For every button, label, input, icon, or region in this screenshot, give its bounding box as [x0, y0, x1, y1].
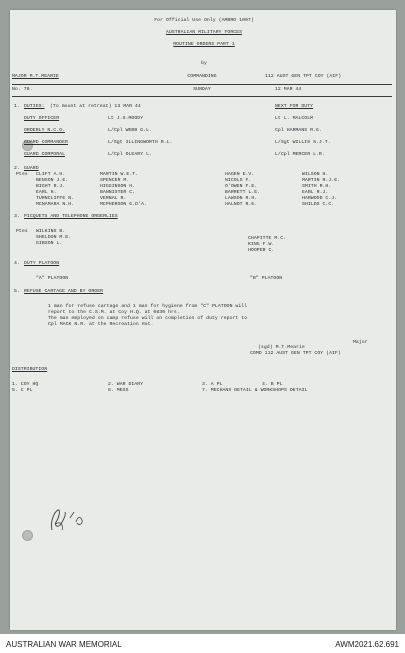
- guard-name: HARWOOD C.J.: [302, 196, 338, 201]
- section-3-title: PICQUETS AND TELEPHONE ORDERLIES: [24, 214, 118, 219]
- duty-label: GUARD COMMANDER: [24, 140, 68, 145]
- section-4-number: 4.: [14, 261, 20, 266]
- classification-line: For Official Use Only (AMBRO 1007): [154, 18, 254, 23]
- next-for-duty-heading: NEXT FOR DUTY: [275, 104, 314, 109]
- order-date: 12 MAR 44: [275, 87, 302, 92]
- guard-name: HIGGINSON H.: [100, 184, 136, 189]
- section-4-title: DUTY PLATOON: [24, 261, 60, 266]
- unit-name: 112 AUST GEN TPT COY (AIF): [265, 74, 342, 79]
- refuse-line: The man employed on camp refuse will on completion of duty report to: [48, 316, 248, 321]
- guard-name: EARL H.: [36, 190, 57, 195]
- guard-name: LAWSON R.H.: [225, 196, 258, 201]
- refuse-line: Cpl MACK N.R. at the Recreation Hut.: [48, 322, 154, 327]
- archive-name: AUSTRALIAN WAR MEMORIAL: [6, 640, 122, 649]
- force-name: AUSTRALIAN MILITARY FORCES: [165, 30, 243, 35]
- document-page: [10, 10, 396, 630]
- header-rule-2: [12, 96, 392, 97]
- archive-reference: AWM2021.62.691: [335, 640, 399, 649]
- duty-next: Lt L. MALCOLM: [275, 116, 314, 121]
- signature-rank: Major: [353, 340, 368, 345]
- duty-value: L/Cpl WEBB G.L.: [108, 128, 152, 133]
- order-number: No. 78.: [12, 87, 33, 92]
- section-1-title: DUTIES:: [24, 104, 45, 109]
- section-1-note: (To mount at retreat) 13 MAR 44: [50, 104, 141, 109]
- guard-name: NICOLS F.: [225, 178, 252, 183]
- order-day: SUNDAY: [193, 87, 211, 92]
- picquet-name: KING F.W.: [248, 242, 275, 247]
- guard-name: SPENCER M.: [100, 178, 130, 183]
- guard-name: CLIFT A.H.: [36, 172, 66, 177]
- guard-name: O'OWEN F.E.: [225, 184, 258, 189]
- guard-name: SHILDS C.C.: [302, 202, 335, 207]
- guard-name: SMITH R.H.: [302, 184, 332, 189]
- refuse-line: report to the C.S.M. at Coy H.Q. at 0830 hrs.: [48, 310, 180, 315]
- duty-label: GUARD CORPORAL: [24, 152, 66, 157]
- guard-name: VERNAL R.: [100, 196, 127, 201]
- distribution-item: 5. C PL: [12, 388, 33, 393]
- signature-unit: COMD 112 AUST GEN TPT COY (AIF): [250, 351, 341, 356]
- commanding-word: COMMANDING: [187, 74, 217, 79]
- guard-name: WILSON H.: [302, 172, 329, 177]
- by-line: by: [201, 61, 207, 66]
- section-1-number: 1.: [14, 104, 20, 109]
- guard-name: BENSON J.E.: [36, 178, 69, 183]
- duty-value: L/Cpl OLEARY L.: [108, 152, 152, 157]
- archive-footer: [0, 634, 405, 653]
- guard-name: HALNOT R.E.: [225, 202, 258, 207]
- guard-prefix: Ptes: [16, 172, 28, 177]
- section-3-number: 3.: [14, 214, 20, 219]
- platoon-a: "A" PLATOON: [36, 276, 69, 281]
- section-2-number: 2.: [14, 166, 20, 171]
- duty-next: L/Cpl MERCER L.R.: [275, 152, 325, 157]
- guard-name: BIGHT R.J.: [36, 184, 66, 189]
- guard-name: MCNAMARA N.H.: [36, 202, 75, 207]
- guard-name: HAGEN E.V.: [225, 172, 255, 177]
- picquet-name: SHELDON M.E.: [36, 235, 72, 240]
- guard-name: TURNCLIFFE N.: [36, 196, 75, 201]
- refuse-line: 1 man for refuse cartage and 1 man for hygiene from "C" PLATOON will: [48, 304, 248, 309]
- header-rule: [12, 84, 392, 85]
- picquet-name: GIBSON L.: [36, 241, 63, 246]
- signature-sgd: (sgd) M.T.Mearie: [258, 345, 305, 350]
- guard-name: MCPHERSON G.D'A.: [100, 202, 147, 207]
- distribution-item: 7. MECHANS DETAIL & WORKSHOPS DETAIL: [202, 388, 308, 393]
- duty-value: Lt J.S.MOODY: [108, 116, 144, 121]
- section-5-number: 5.: [14, 289, 20, 294]
- handwritten-initials: [46, 504, 92, 534]
- picquet-prefix: Ptes: [16, 229, 28, 234]
- picquet-name: WILKINS B.: [36, 229, 66, 234]
- distribution-title: DISTRIBUTION: [12, 367, 48, 372]
- duty-next: Cpl HARMANS R.G.: [275, 128, 322, 133]
- duty-next: L/Sgt WILLIS S.J.T.: [275, 140, 331, 145]
- guard-name: MARTIN W.E.T.: [100, 172, 139, 177]
- distribution-item: 2. WAR DIARY: [108, 382, 144, 387]
- section-5-title: REFUSE CARTAGE AND BY ORDER: [24, 289, 104, 294]
- picquet-name: HOOPER C.: [248, 248, 275, 253]
- distribution-item: 3. A PL: [202, 382, 223, 387]
- commander-name: MAJOR M.T.MEARIE: [12, 74, 59, 79]
- guard-name: MARTIN R.J.E.: [302, 178, 341, 183]
- section-2-title: GUARD: [24, 166, 39, 171]
- duty-label: DUTY OFFICER: [24, 116, 60, 121]
- distribution-item: 1. COY HQ: [12, 382, 39, 387]
- punch-hole-bottom: [22, 530, 33, 541]
- guard-name: BANNISTER C.: [100, 190, 136, 195]
- duty-value: L/Sgt ILLINGWORTH R.L.: [108, 140, 173, 145]
- distribution-item: 6. MESS: [108, 388, 129, 393]
- guard-name: EARL R.J.: [302, 190, 329, 195]
- guard-name: BARRETT L.E.: [225, 190, 261, 195]
- orders-title: ROUTINE ORDERS PART 1: [173, 42, 235, 47]
- distribution-item: 4. B PL: [262, 382, 283, 387]
- platoon-b: "B" PLATOON: [250, 276, 283, 281]
- duty-label: ORDERLY N.C.O.: [24, 128, 66, 133]
- picquet-name: CHAPITTE M.C.: [248, 236, 287, 241]
